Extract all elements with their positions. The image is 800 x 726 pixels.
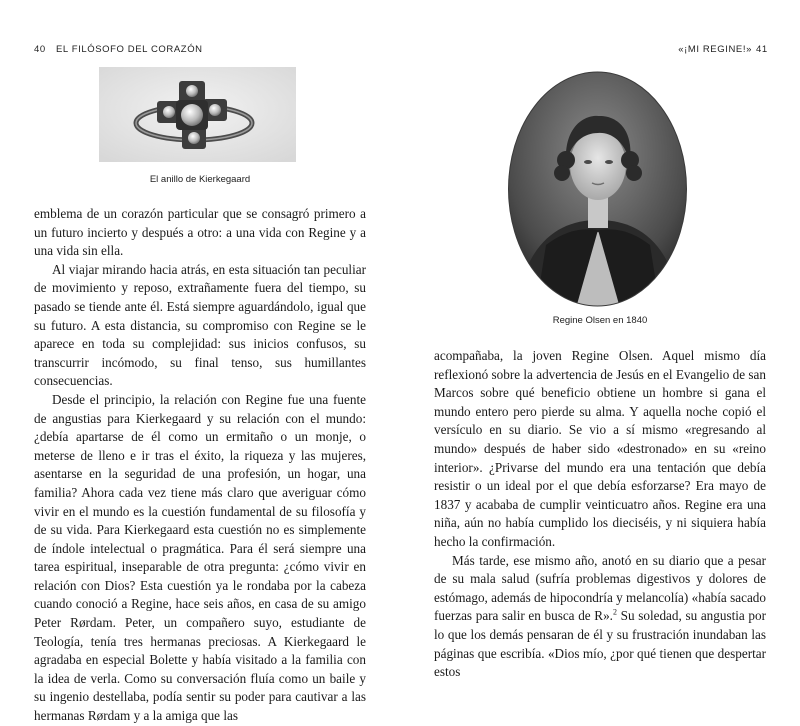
paragraph-text: Más tarde, ese mismo año, anotó en su diario que a pesar de su mala salud (sufría problemas digestivos y dolores de estómago, además de hipocondría y melancolía) «había sacado fuerzas para salir en busca de R».: [434, 552, 766, 624]
paragraph-text: Su soledad, su angustia por lo que los demás pensaran de él y su frustración inundaban las páginas que escribía. «Dios mío, ¿por qué tienen que despertar estos: [434, 608, 766, 680]
portrait-illustration: [506, 70, 689, 308]
paragraph: acompañaba, la joven Regine Olsen. Aquel mismo día reflexionó sobre la advertencia de Jesús en el Evangelio de san Marcos sobre qué beneficio obtiene un hombre si gana el mundo entero pero pierde su alma. Y aquella noche copió el versículo en su diario. Se vio a sí mismo «regresando al mundo» después de haber sido «destronado» en su «reino interior». ¿Privarse del mundo era una tentación que debía resistir o un ideal por el que debía esforzarse? Era mayo de 1837 y acababa de cumplir veinticuatro años. Regine era una niña, aún no había cumplido los dieciséis, y ni siquiera había hecho la confirmación.: [434, 348, 766, 549]
body-text: [34, 205, 366, 726]
figure-caption: El anillo de Kierkegaard: [149, 174, 251, 185]
page-number: 41: [756, 44, 768, 55]
paragraph: emblema de un corazón particular que se consagró primero a un futuro incierto y después a otro: a una vida con Regine y a una vida sin ella.: [34, 206, 366, 259]
figure-caption: Regine Olsen en 1840: [552, 315, 648, 326]
left-page: [0, 0, 400, 724]
page-number: 40: [34, 44, 46, 55]
body-text: [434, 347, 766, 682]
ring-photo: [99, 67, 296, 162]
portrait-photo: [506, 70, 689, 308]
paragraph: [434, 552, 766, 682]
ring-illustration: [99, 67, 296, 162]
running-head: EL FILÓSOFO DEL CORAZÓN: [56, 44, 203, 55]
paragraph: Al viajar mirando hacia atrás, en esta situación tan peculiar de movimiento y reposo, extrañamente fuera del tiempo, su pasado se tiende ante él. Está siempre aguardándolo, igual que su futuro. A esta distancia, su compromiso con Regine se le aparece en toda su complejidad: sus inicios confusos, su transcurrir incómodo, su final tenso, sus humillantes consecuencias.: [34, 261, 366, 389]
paragraph: Desde el principio, la relación con Regine fue una fuente de angustias para Kierkegaard y su relación con el mundo: ¿debía apartarse de él como un ermitaño o un monje, o meterse de lleno e ir tras el éxito, la riqueza y las mujeres, asentarse en la seguridad de una profesión, un hogar, una familia? Ahora cada vez tiene más claro que averiguar cómo vivir en el mundo es la cuestión fundamental de su filosofía y de su vida. Para Kierkegaard esta cuestión no es simplemente de índole intelectual o pragmática. Para él será siempre una tarea espiritual, inseparable de otra pregunta: ¿cómo vivir en relación con Dios? Esta cuestión ya le rondaba por la cabeza cuando conoció a Regine, hace seis años, en casa de su amigo Peter Rørdam. Peter, un compañero suyo, estudiante de Teología, tenía tres hermanas preciosas. A Kierkegaard le agradaba en especial Bolette y había visitado a la familia con la idea de verla. Como su conversación fluía como un baile y su ingenio destellaba, podía sentir su poder para cautivar a las hermanas Rørdam y a la amiga que las: [34, 391, 366, 724]
right-page: [400, 0, 800, 680]
footnote-marker: 2: [612, 607, 617, 617]
running-head: «¡MI REGINE!»: [678, 44, 752, 55]
